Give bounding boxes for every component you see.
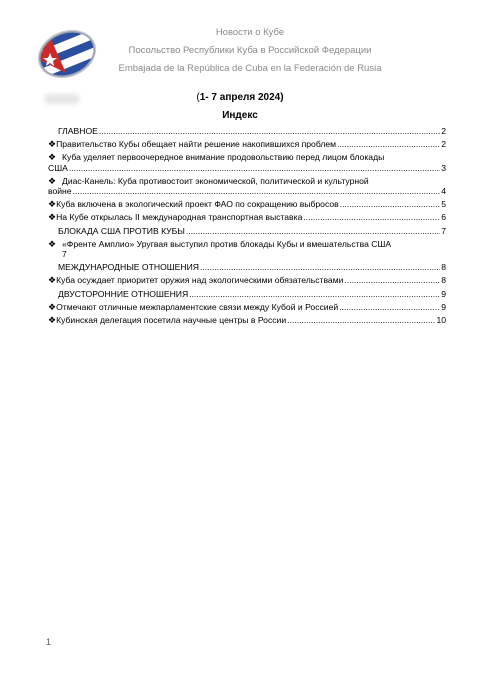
toc-entry-text-cont: США — [48, 162, 68, 173]
toc-page-number: 9 — [441, 288, 446, 299]
toc-leader-dots — [339, 302, 440, 312]
toc-leader-dots — [303, 212, 440, 222]
page-number: 1 — [46, 637, 52, 647]
toc-section-entry[interactable] — [48, 126, 446, 136]
toc-page-number: 9 — [441, 301, 446, 312]
toc-entry-text: Куба уделяет первоочередное внимание продовольствию перед лицом блокады — [62, 152, 385, 163]
toc-entry-text: МЕЖДУНАРОДНЫЕ ОТНОШЕНИЯ — [58, 262, 199, 273]
toc-leader-dots — [99, 126, 440, 136]
toc-leader-dots — [189, 289, 440, 299]
toc-section-entry[interactable] — [48, 262, 446, 272]
toc-page-number: 6 — [441, 212, 446, 223]
toc-leader-dots — [69, 163, 440, 173]
toc-page-number: 7 — [441, 225, 446, 236]
toc-page-number: 8 — [441, 262, 446, 273]
toc-entry-text: «Френте Амплио» Уругвая выступил против блокады Кубы и вмешательства США — [62, 238, 392, 249]
toc-entry-text: Кубинская делегация посетила научные центры в России — [56, 315, 287, 326]
toc-section-entry[interactable] — [48, 289, 446, 299]
toc-leader-dots — [287, 315, 435, 325]
toc-page-number: 5 — [441, 199, 446, 210]
toc-entry-text: Диас-Канель: Куба противостоит экономической, политической и культурной — [62, 175, 369, 186]
toc-item-entry[interactable] — [48, 275, 446, 285]
bullet-icon: ❖ — [48, 175, 57, 186]
bullet-icon: ❖ — [48, 315, 57, 326]
header-embassy-es: Embajada de la República de Cuba en la Federación de Rusia — [118, 63, 382, 74]
toc-page-number: 2 — [441, 139, 446, 150]
toc-leader-dots — [337, 139, 440, 149]
toc-entry-text: На Кубе открылась II международная транспортная выставка — [56, 212, 303, 223]
bullet-icon: ❖ — [48, 152, 57, 163]
bullet-icon: ❖ — [48, 139, 57, 150]
toc-item-entry[interactable] — [48, 199, 446, 209]
toc-entry-text: ДВУСТОРОННИЕ ОТНОШЕНИЯ — [58, 288, 189, 299]
bullet-icon: ❖ — [48, 275, 57, 286]
toc-leader-dots — [200, 262, 440, 272]
toc-item-entry[interactable] — [48, 152, 446, 172]
toc-page-number: 7 — [62, 249, 67, 260]
toc-page-number: 8 — [441, 275, 446, 286]
toc-entry-text: Отмечают отличные межпарламентские связи между Кубой и Россией — [56, 301, 339, 312]
toc-item-entry[interactable] — [48, 212, 446, 222]
toc-item-entry[interactable] — [48, 315, 446, 325]
table-of-contents — [48, 126, 446, 328]
toc-entry-text: БЛОКАДА США ПРОТИВ КУБЫ — [58, 225, 185, 236]
toc-entry-text: Куба включена в экологический проект ФАО по сокращению выбросов — [56, 199, 339, 210]
toc-item-entry[interactable] — [48, 139, 446, 149]
toc-item-entry[interactable] — [48, 176, 446, 196]
header-title: Новости о Кубе — [215, 27, 285, 38]
toc-item-entry[interactable] — [48, 302, 446, 312]
date-range-text: 1- 7 апреля 2024) — [199, 92, 284, 103]
date-range: (1- 7 апреля 2024) — [196, 92, 284, 103]
bullet-icon: ❖ — [48, 212, 57, 223]
index-title: Индекс — [222, 110, 258, 121]
toc-entry-text: Правительство Кубы обещает найти решение накопившихся проблем — [56, 139, 337, 150]
toc-leader-dots — [344, 275, 440, 285]
bullet-icon: ❖ — [48, 301, 57, 312]
toc-section-entry[interactable] — [48, 226, 446, 236]
toc-page-number: 10 — [436, 315, 446, 326]
toc-leader-dots — [186, 226, 440, 236]
toc-page-number: 2 — [441, 126, 446, 136]
toc-item-entry[interactable] — [48, 239, 446, 259]
header-embassy-ru: Посольство Республики Куба в Российской Федерации — [128, 45, 372, 56]
cuba-flag-logo-icon — [36, 29, 98, 79]
toc-leader-dots — [340, 199, 441, 209]
bullet-icon: ❖ — [48, 199, 57, 210]
toc-entry-text-cont: войне — [48, 186, 72, 197]
toc-entry-text: Куба осуждает приоритет оружия над экологическими обязательствами — [56, 275, 344, 286]
bullet-icon: ❖ — [48, 238, 57, 249]
toc-page-number: 3 — [441, 162, 446, 173]
toc-leader-dots — [73, 186, 441, 196]
toc-entry-text: ГЛАВНОЕ — [58, 126, 98, 136]
toc-page-number: 4 — [441, 186, 446, 197]
